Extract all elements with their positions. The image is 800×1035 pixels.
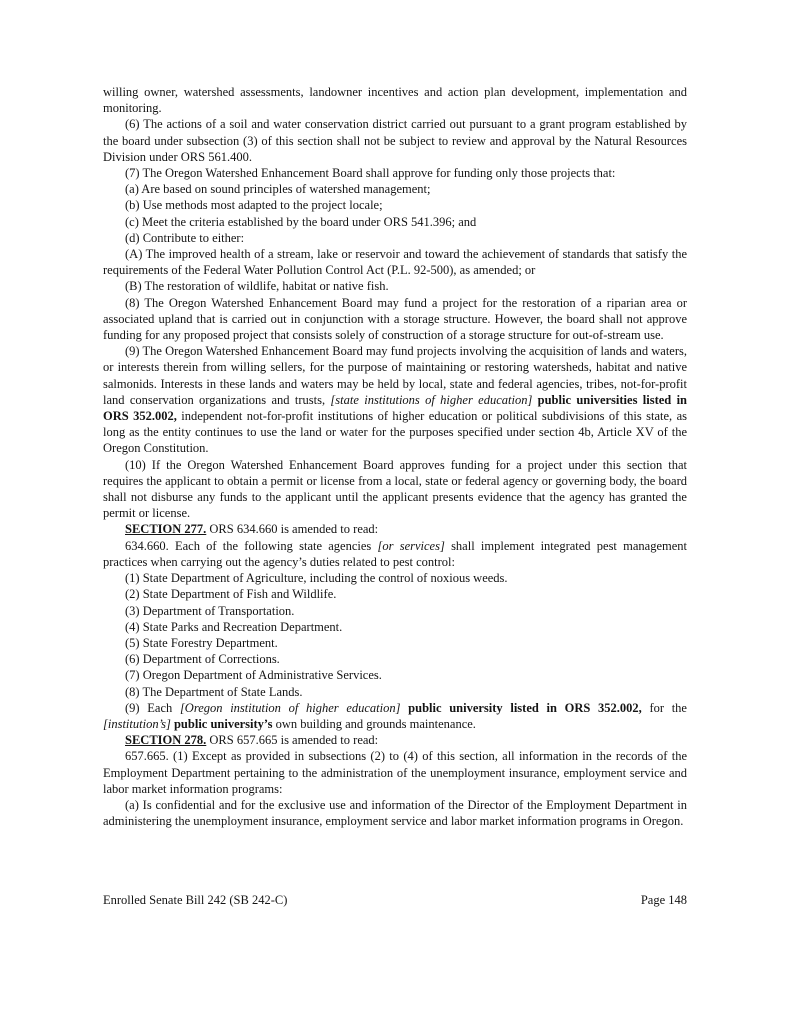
text-run: [institution’s]: [103, 716, 171, 731]
text-run: public university listed in ORS 352.002,: [408, 700, 642, 715]
text-run: for the: [641, 700, 687, 715]
paragraph: [103, 797, 687, 829]
text-run: [or services]: [377, 538, 445, 553]
paragraph: [103, 651, 687, 667]
paragraph: [103, 667, 687, 683]
text-run: (B) The restoration of wildlife, habitat or native fish.: [125, 279, 389, 294]
page-footer: [103, 892, 687, 908]
paragraph: [103, 116, 687, 165]
text-run: ORS 634.660 is amended to read:: [206, 522, 379, 537]
text-run: willing owner, watershed assessments, landowner incentives and action plan development, implementation and monitoring.: [103, 85, 687, 116]
text-run: [Oregon institution of higher education]: [179, 700, 401, 715]
text-run: SECTION 277.: [125, 522, 207, 537]
paragraph: [103, 278, 687, 294]
text-run: (a) Is confidential and for the exclusive use and information of the Director of the Employment Department in administering the unemployment insurance, employment service and labor market information programs in Oregon.: [103, 797, 687, 829]
text-run: (3) Department of Transportation.: [125, 603, 295, 618]
paragraph: [103, 343, 687, 456]
text-run: (8) The Department of State Lands.: [125, 684, 303, 699]
text-run: 657.665. (1) Except as provided in subsections (2) to (4) of this section, all information in the records of the Employment Department pertaining to the administration of the unemployment insurance, employment service and labor market information programs:: [103, 749, 687, 796]
text-run: SECTION 278.: [125, 733, 207, 748]
text-run: (9) The Oregon Watershed Enhancement Board may fund projects involving the acquisition of lands and waters, or interests therein from willing sellers, for the purpose of maintaining or restoring watersheds, habitat and native salmonids. Interests in these lands and waters may be held by local, state and federal agencies, tribes, not-for-profit land conservation organizations and trusts,: [103, 344, 687, 407]
text-run: (9) Each: [125, 700, 180, 715]
text-run: (d) Contribute to either:: [125, 230, 245, 245]
text-run: shall implement integrated pest management practices when carrying out the agency’s duties related to pest control:: [103, 538, 687, 569]
text-run: (A) The improved health of a stream, lake or reservoir and toward the achievement of standards that satisfy the requirements of the Federal Water Pollution Control Act (P.L. 92-500), as amended; or: [103, 247, 687, 278]
text-run: own building and grounds maintenance.: [272, 716, 476, 731]
paragraph: [103, 635, 687, 651]
text-run: (8) The Oregon Watershed Enhancement Board may fund a project for the restoration of a riparian area or associated upland that is carried out in conjunction with a storage structure. However, the board shall not approve funding for any proposed project that consists solely of construction of a storage structure for out-of-stream use.: [103, 295, 687, 343]
text-run: ORS 657.665 is amended to read:: [206, 733, 379, 748]
text-run: (10) If the Oregon Watershed Enhancement Board approves funding for a project under this section that requires the applicant to obtain a permit or license from a local, state or federal agency or governing body, the board shall not disburse any funds to the applicant until the applicant presents evidence that the agency has granted the permit or license.: [103, 457, 687, 521]
text-run: (c) Meet the criteria established by the board under ORS 541.396; and: [125, 214, 477, 229]
text-run: (4) State Parks and Recreation Department.: [125, 619, 343, 634]
paragraph: [103, 295, 687, 344]
paragraph: [103, 538, 687, 570]
text-run: (5) State Forestry Department.: [125, 635, 278, 650]
text-run: (a) Are based on sound principles of watershed management;: [125, 182, 431, 197]
text-run: 634.660. Each of the following state agencies: [125, 538, 378, 553]
footer-page-number: Page 148: [640, 893, 687, 907]
text-run: (6) The actions of a soil and water conservation district carried out pursuant to a grant program established by the board under subsection (3) of this section shall not be subject to review and approval by the Natural Resources Division under ORS 561.400.: [103, 117, 687, 164]
paragraph: [103, 732, 687, 748]
text-run: (7) The Oregon Watershed Enhancement Board shall approve for funding only those projects that:: [125, 166, 616, 181]
paragraph: [103, 230, 687, 246]
footer-bill-title: Enrolled Senate Bill 242 (SB 242-C): [103, 893, 288, 907]
paragraph: [103, 570, 687, 586]
text-run: public universities listed in ORS 352.002,: [103, 392, 688, 424]
document-body: [103, 84, 687, 829]
paragraph: [103, 603, 687, 619]
paragraph: [103, 619, 687, 635]
paragraph: [103, 700, 687, 732]
text-run: (2) State Department of Fish and Wildlife.: [125, 587, 337, 602]
paragraph: [103, 748, 687, 797]
paragraph: [103, 84, 687, 116]
text-run: public university’s: [173, 716, 273, 731]
text-run: (b) Use methods most adapted to the project locale;: [125, 198, 383, 213]
paragraph: [103, 246, 687, 278]
text-run: (7) Oregon Department of Administrative Services.: [125, 668, 382, 683]
text-run: (6) Department of Corrections.: [125, 652, 280, 667]
text-run: (1) State Department of Agriculture, including the control of noxious weeds.: [125, 571, 508, 586]
paragraph: [103, 197, 687, 213]
paragraph: [103, 165, 687, 181]
paragraph: [103, 181, 687, 197]
text-run: independent not-for-profit institutions of higher education or political subdivisions of this state, as long as the entity continues to use the land or water for the purposes specified under section 4b, Article XV of the Oregon Constitution.: [103, 409, 688, 456]
paragraph: [103, 586, 687, 602]
paragraph: [103, 457, 687, 522]
text-run: [state institutions of higher education]: [330, 392, 533, 407]
paragraph: [103, 521, 687, 537]
paragraph: [103, 214, 687, 230]
paragraph: [103, 684, 687, 700]
